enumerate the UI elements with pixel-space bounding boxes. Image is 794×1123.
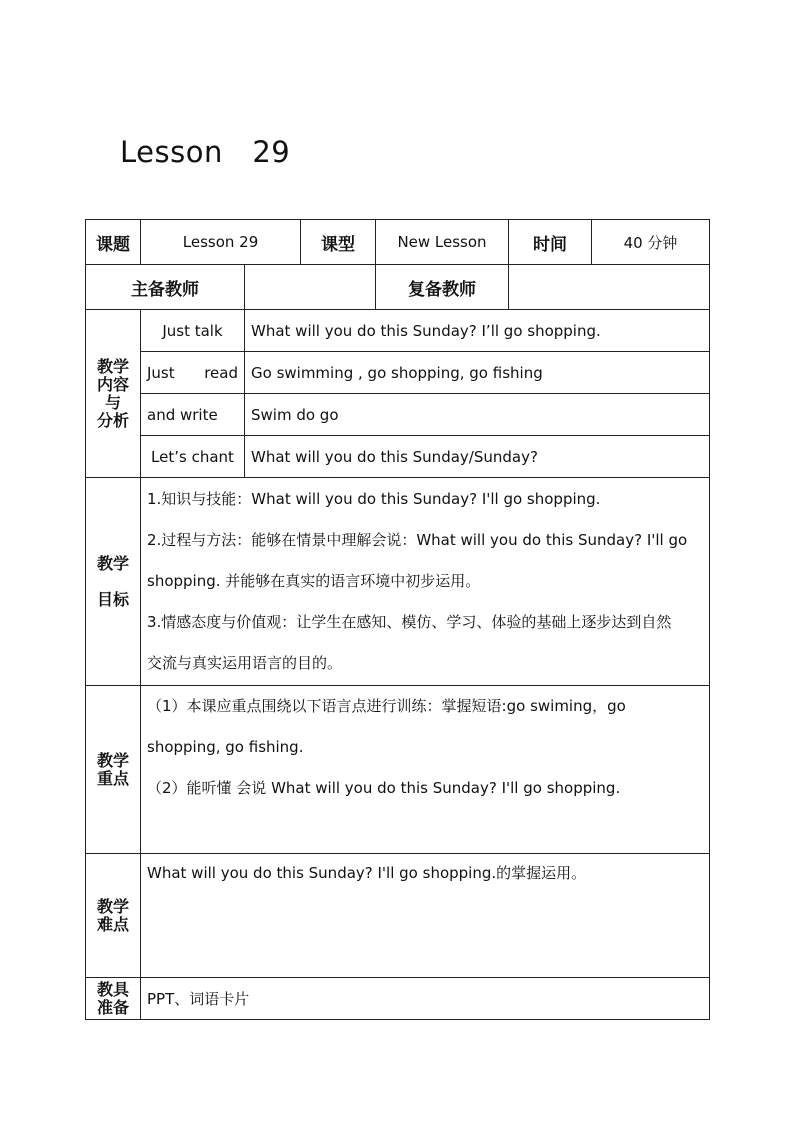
goals-line: 交流与真实运用语言的目的。	[147, 654, 343, 672]
materials-label-line: 准备	[96, 997, 129, 1017]
key-points-text	[141, 686, 710, 854]
goals-line: shopping. 并能够在真实的语言环境中初步运用。	[147, 572, 481, 590]
content-item-and-write: and write	[141, 394, 245, 436]
content-row	[86, 310, 710, 352]
content-item-lets-chant: Let’s chant	[141, 436, 245, 478]
content-text: What will you do this Sunday? I’ll go shopping.	[245, 310, 710, 352]
goals-line: 1.知识与技能：What will you do this Sunday? I'll go shopping.	[147, 490, 601, 508]
key-points-line: shopping, go fishing.	[147, 738, 304, 756]
goals-label	[86, 478, 141, 686]
content-text: Go swimming , go shopping, go fishing	[245, 352, 710, 394]
content-item-just-talk: Just talk	[141, 310, 245, 352]
goals-row	[86, 478, 710, 686]
co-teacher-value	[509, 265, 710, 310]
content-item-word: Just	[147, 363, 175, 382]
content-row	[86, 436, 710, 478]
content-label	[86, 310, 141, 478]
content-row	[86, 394, 710, 436]
goals-line: 2.过程与方法：能够在情景中理解会说：What will you do this Sunday? I'll go	[147, 531, 688, 549]
content-label-line: 教学	[96, 356, 129, 376]
goals-line: 3.情感态度与价值观：让学生在感知、模仿、学习、体验的基础上逐步达到自然	[147, 613, 672, 631]
main-teacher-value	[245, 265, 376, 310]
content-row	[86, 352, 710, 394]
difficulties-label-line: 教学	[96, 896, 129, 916]
difficulties-label-line: 难点	[96, 914, 129, 934]
main-teacher-label: 主备教师	[86, 265, 245, 310]
type-value: New Lesson	[376, 220, 509, 265]
key-points-line: （2）能听懂 会说 What will you do this Sunday? I'll go shopping.	[147, 779, 621, 797]
time-value: 40 分钟	[592, 220, 710, 265]
key-points-row	[86, 686, 710, 854]
materials-label	[86, 978, 141, 1020]
key-points-line: （1）本课应重点围绕以下语言点进行训练：掌握短语:go swiming，go	[147, 697, 626, 715]
co-teacher-label: 复备教师	[376, 265, 509, 310]
page-title: Lesson 29	[120, 135, 291, 169]
type-label: 课型	[301, 220, 376, 265]
content-text: Swim do go	[245, 394, 710, 436]
materials-row	[86, 978, 710, 1020]
difficulties-text: What will you do this Sunday? I'll go shopping.的掌握运用。	[141, 854, 710, 978]
goals-label-line: 教学	[96, 553, 129, 573]
materials-label-line: 教具	[96, 979, 129, 999]
materials-text: PPT、词语卡片	[141, 978, 710, 1020]
key-points-label-line: 重点	[96, 768, 129, 788]
time-label: 时间	[509, 220, 592, 265]
lesson-plan-table	[85, 219, 710, 1020]
content-text: What will you do this Sunday/Sunday?	[245, 436, 710, 478]
content-item-just-read	[141, 352, 245, 394]
goals-text	[141, 478, 710, 686]
header-row	[86, 220, 710, 265]
content-label-line: 分析	[96, 410, 129, 430]
goals-label-line: 目标	[96, 589, 129, 609]
content-item-word: read	[204, 363, 238, 382]
content-label-line: 内容	[96, 374, 129, 394]
key-points-label-line: 教学	[96, 750, 129, 770]
topic-value: Lesson 29	[141, 220, 301, 265]
difficulties-label	[86, 854, 141, 978]
teacher-row	[86, 265, 710, 310]
content-label-line: 与	[104, 392, 121, 412]
difficulties-row	[86, 854, 710, 978]
topic-label: 课题	[86, 220, 141, 265]
key-points-label	[86, 686, 141, 854]
